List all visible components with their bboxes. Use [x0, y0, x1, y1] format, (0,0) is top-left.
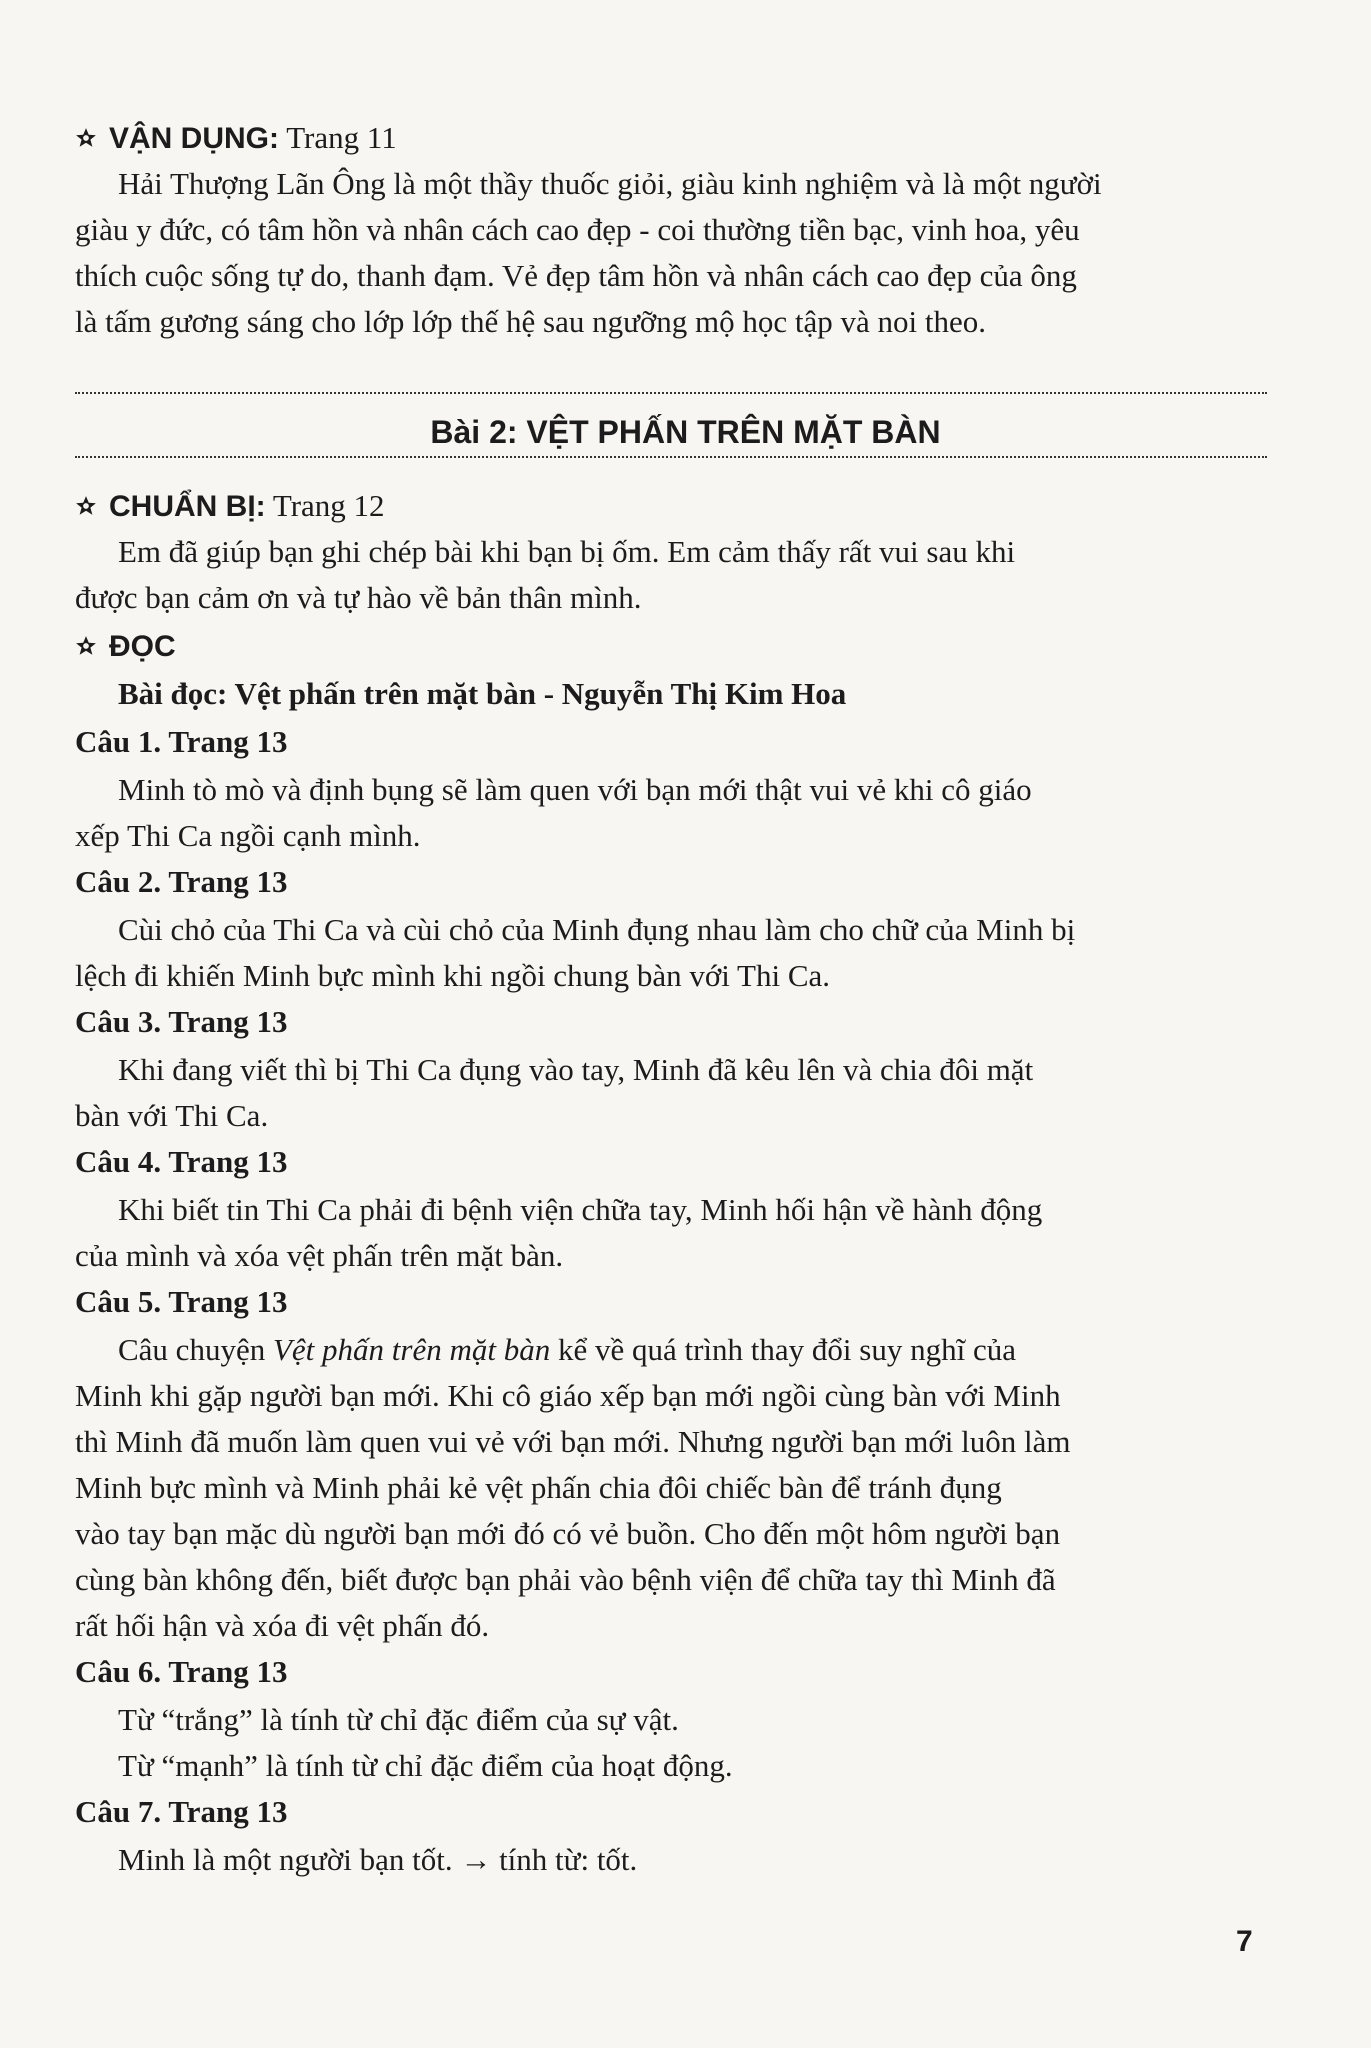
question-5-line-2: Minh khi gặp người bạn mới. Khi cô giáo xếp bạn mới ngồi cùng bàn với Minh: [75, 1378, 1061, 1413]
question-1-page-ref: Trang 13: [168, 724, 288, 759]
question-4-label: Câu 4.: [75, 1144, 162, 1179]
question-4-heading: [75, 1144, 287, 1180]
question-2-label: Câu 2.: [75, 864, 162, 899]
question-1-line-2: xếp Thi Ca ngồi cạnh mình.: [75, 818, 421, 853]
question-5-line-4: Minh bực mình và Minh phải kẻ vệt phấn chia đôi chiếc bàn để tránh đụng: [75, 1470, 1002, 1505]
van-dung-line-3: thích cuộc sống tự do, thanh đạm. Vẻ đẹp tâm hồn và nhân cách cao đẹp của ông: [75, 258, 1077, 293]
question-5-line-1-before: Câu chuyện: [118, 1332, 273, 1367]
question-4-line-2: của mình và xóa vệt phấn trên mặt bàn.: [75, 1238, 564, 1273]
question-5-heading: [75, 1284, 287, 1320]
question-5-line-6: cùng bàn không đến, biết được bạn phải vào bệnh viện để chữa tay thì Minh đã: [75, 1562, 1056, 1597]
story-title-italic: Vệt phấn trên mặt bàn: [272, 1332, 551, 1367]
question-7-line-1: Minh là một người bạn tốt. → tính từ: tốt.: [118, 1842, 638, 1877]
question-2-line-2: lệch đi khiến Minh bực mình khi ngồi chung bàn với Thi Ca.: [75, 958, 831, 993]
chuan-bi-label: CHUẨN BỊ:: [109, 490, 266, 523]
van-dung-label: VẬN DỤNG:: [109, 122, 279, 155]
question-4-line-1: Khi biết tin Thi Ca phải đi bệnh viện chữa tay, Minh hối hận về hành động: [118, 1192, 1043, 1227]
question-5-line-1: [118, 1332, 1016, 1368]
question-5-line-3: thì Minh đã muốn làm quen vui vẻ với bạn mới. Nhưng người bạn mới luôn làm: [75, 1424, 1071, 1459]
question-3-line-2: bàn với Thi Ca.: [75, 1098, 269, 1133]
chuan-bi-heading: [75, 488, 385, 525]
question-2-heading: [75, 864, 287, 900]
question-2-line-1: Cùi chỏ của Thi Ca và cùi chỏ của Minh đụng nhau làm cho chữ của Minh bị: [118, 912, 1076, 947]
lesson-title: Bài 2: VỆT PHẤN TRÊN MẶT BÀN: [430, 414, 941, 450]
page-number: 7: [1236, 1925, 1253, 1958]
question-7-heading: [75, 1794, 287, 1830]
van-dung-heading: [75, 120, 397, 157]
question-3-heading: [75, 1004, 287, 1040]
question-3-page-ref: Trang 13: [168, 1004, 288, 1039]
question-1-line-1: Minh tò mò và định bụng sẽ làm quen với bạn mới thật vui vẻ khi cô giáo: [118, 772, 1032, 807]
question-5-line-5: vào tay bạn mặc dù người bạn mới đó có vẻ buồn. Cho đến một hôm người bạn: [75, 1516, 1061, 1551]
question-5-line-7: rất hối hận và xóa đi vệt phấn đó.: [75, 1608, 490, 1643]
chuan-bi-page-ref: Trang 12: [272, 488, 385, 523]
question-2-page-ref: Trang 13: [168, 864, 288, 899]
doc-heading: [75, 628, 176, 665]
question-1-label: Câu 1.: [75, 724, 162, 759]
question-6-heading: [75, 1654, 287, 1690]
question-5-page-ref: Trang 13: [168, 1284, 288, 1319]
flower-bullet-icon: [75, 495, 97, 517]
question-3-line-1: Khi đang viết thì bị Thi Ca đụng vào tay, Minh đã kêu lên và chia đôi mặt: [118, 1052, 1034, 1087]
van-dung-line-2: giàu y đức, có tâm hồn và nhân cách cao đẹp - coi thường tiền bạc, vinh hoa, yêu: [75, 212, 1080, 247]
flower-bullet-icon: [75, 635, 97, 657]
question-6-line-1: Từ “trắng” là tính từ chỉ đặc điểm của sự vật.: [118, 1702, 679, 1737]
van-dung-line-4: là tấm gương sáng cho lớp lớp thế hệ sau ngưỡng mộ học tập và noi theo.: [75, 304, 987, 339]
question-6-label: Câu 6.: [75, 1654, 162, 1689]
van-dung-line-1: Hải Thượng Lãn Ông là một thầy thuốc giỏi, giàu kinh nghiệm và là một người: [118, 166, 1102, 201]
doc-label: ĐỌC: [109, 630, 176, 663]
question-1-heading: [75, 724, 287, 760]
chuan-bi-line-2: được bạn cảm ơn và tự hào về bản thân mình.: [75, 580, 642, 615]
question-6-line-2: Từ “mạnh” là tính từ chỉ đặc điểm của hoạt động.: [118, 1748, 733, 1783]
question-6-page-ref: Trang 13: [168, 1654, 288, 1689]
reading-title: Bài đọc: Vệt phấn trên mặt bàn - Nguyễn Thị Kim Hoa: [118, 676, 847, 711]
divider-top: [75, 392, 1267, 394]
question-7-page-ref: Trang 13: [168, 1794, 288, 1829]
question-5-label: Câu 5.: [75, 1284, 162, 1319]
question-7-label: Câu 7.: [75, 1794, 162, 1829]
question-5-line-1-after: kể về quá trình thay đổi suy nghĩ của: [550, 1332, 1016, 1367]
flower-bullet-icon: [75, 127, 97, 149]
question-3-label: Câu 3.: [75, 1004, 162, 1039]
chuan-bi-line-1: Em đã giúp bạn ghi chép bài khi bạn bị ốm. Em cảm thấy rất vui sau khi: [118, 534, 1016, 569]
question-4-page-ref: Trang 13: [168, 1144, 288, 1179]
divider-bottom: [75, 456, 1267, 458]
van-dung-page-ref: Trang 11: [286, 120, 397, 155]
